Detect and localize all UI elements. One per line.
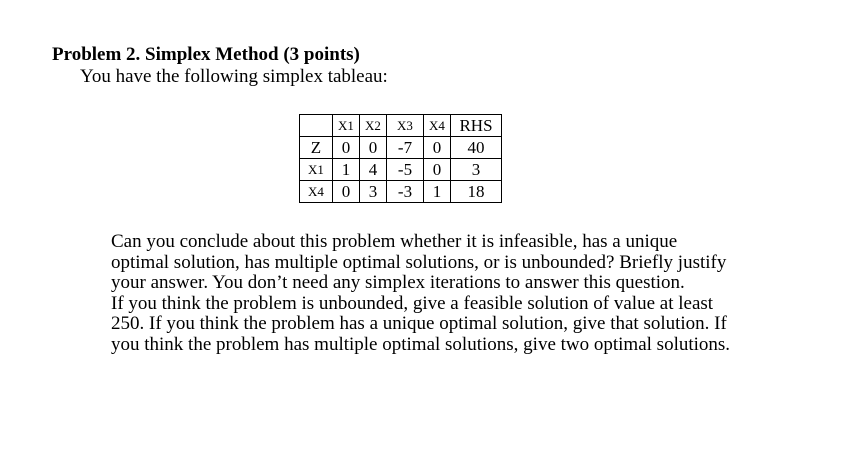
table-cell: 3: [360, 181, 387, 203]
row-label: Z: [300, 137, 333, 159]
tableau-corner-cell: [300, 115, 333, 137]
header-x1: X1: [333, 115, 360, 137]
tableau-row-x1: [300, 159, 502, 181]
header-x2: X2: [360, 115, 387, 137]
tableau-header-row: [300, 115, 502, 137]
header-x3: X3: [387, 115, 424, 137]
table-cell: 0: [424, 137, 451, 159]
table-cell: 3: [451, 159, 502, 181]
table-cell: 0: [333, 137, 360, 159]
table-cell: 0: [424, 159, 451, 181]
table-cell: 0: [333, 181, 360, 203]
question-line: you think the problem has multiple optimal solutions, give two optimal solutions.: [111, 333, 731, 355]
table-cell: 1: [333, 159, 360, 181]
table-cell: -5: [387, 159, 424, 181]
tableau-row-z: [300, 137, 502, 159]
table-cell: 4: [360, 159, 387, 181]
table-cell: 18: [451, 181, 502, 203]
table-cell: 0: [360, 137, 387, 159]
problem-intro: You have the following simplex tableau:: [80, 66, 388, 87]
question-line: Can you conclude about this problem whether it is infeasible, has a unique: [111, 231, 678, 252]
question-text: [111, 232, 811, 355]
table-cell: -3: [387, 181, 424, 203]
question-line: If you think the problem is unbounded, give a feasible solution of value at least: [111, 292, 714, 314]
simplex-tableau: [299, 114, 502, 203]
question-line: optimal solution, has multiple optimal solutions, or is unbounded? Briefly justify: [111, 251, 727, 273]
table-cell: 40: [451, 137, 502, 159]
question-line: 250. If you think the problem has a unique optimal solution, give that solution. If: [111, 313, 727, 334]
header-x4: X4: [424, 115, 451, 137]
row-label: X1: [300, 159, 333, 181]
header-rhs: RHS: [451, 115, 502, 137]
tableau-row-x4: [300, 181, 502, 203]
table-cell: -7: [387, 137, 424, 159]
table-cell: 1: [424, 181, 451, 203]
problem-title: Problem 2. Simplex Method (3 points): [52, 44, 360, 65]
row-label: X4: [300, 181, 333, 203]
question-line: your answer. You don’t need any simplex iterations to answer this question.: [111, 272, 685, 293]
